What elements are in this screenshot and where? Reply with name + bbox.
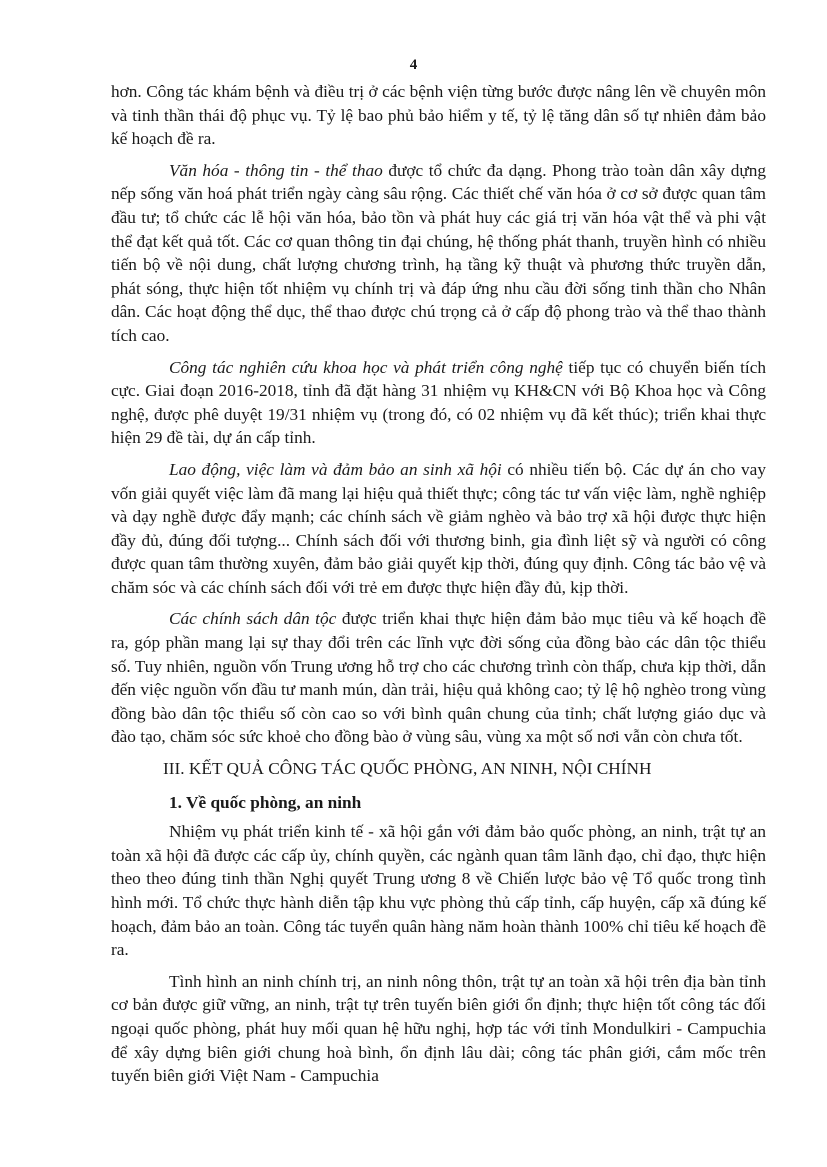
subsection-heading: 1. Về quốc phòng, an ninh	[169, 792, 362, 812]
paragraph-text: được triển khai thực hiện đảm bảo mục tiêu và kế hoạch đề ra, góp phần mang lại sự thay đổi trên các lĩnh vực đời sống của đồng bào các dân tộc thiểu số. Tuy nhiên, nguồn vốn Trung ương hỗ trợ cho các chương trình còn thấp, chưa kịp thời, dẫn đến việc nguồn vốn đầu tư manh mún, dàn trải, hiệu quả không cao; tỷ lệ hộ nghèo trong vùng đồng bào dân tộc thiểu số còn cao so với bình quân chung của tỉnh; chất lượng giáo dục và đào tạo, chăm sóc sức khoẻ cho đồng bào ở vùng sâu, vùng xa một số nơi vẫn còn chưa tốt.	[111, 609, 766, 747]
paragraph-health	[111, 80, 766, 151]
page-number: 4	[409, 57, 418, 73]
paragraph-lead: Công tác nghiên cứu khoa học và phát triển công nghệ	[169, 357, 563, 377]
paragraph-security: Tình hình an ninh chính trị, an ninh nông thôn, trật tự an toàn xã hội trên địa bàn tỉnh cơ bản được giữ vững, an ninh, trật tự trên tuyến biên giới ổn định; thực hiện tốt công tác đối ngoại quốc phòng, phát huy mối quan hệ hữu nghị, hợp tác với tỉnh Mondulkiri - Campuchia để xây dựng biên giới chung hoà bình, ổn định lâu dài; công tác phân giới, cắm mốc trên tuyến biên giới Việt Nam - Campuchia	[111, 971, 766, 1086]
paragraph-defense: Nhiệm vụ phát triển kinh tế - xã hội gắn với đảm bảo quốc phòng, an ninh, trật tự an toàn xã hội đã được các cấp ủy, chính quyền, các ngành quan tâm lãnh đạo, chỉ đạo, thực hiện theo theo đúng tinh thần Nghị quyết Trung ương 8 về Chiến lược bảo vệ Tổ quốc trong tình hình mới. Tổ chức thực hành diễn tập khu vực phòng thủ cấp tỉnh, cấp huyện, cấp xã đúng kế hoạch, đảm bảo an toàn. Công tác tuyển quân hàng năm hoàn thành 100% chỉ tiêu kế hoạch đề ra.	[111, 822, 766, 960]
paragraph-lead: Các chính sách dân tộc	[169, 609, 337, 629]
paragraph-text: hơn. Công tác khám bệnh và điều trị ở các bệnh viện từng bước được nâng lên về chuyên môn và tinh thần thái độ phục vụ. Tỷ lệ bao phủ bảo hiểm y tế, tỷ lệ tăng dân số tự nhiên đảm bảo kế hoạch đề ra.	[111, 82, 766, 149]
paragraph-text: có nhiều tiến bộ. Các dự án cho vay vốn giải quyết việc làm đã mang lại hiệu quả thiết thực; công tác tư vấn việc làm, nghề nghiệp và dạy nghề được đẩy mạnh; các chính sách về giảm nghèo và bảo trợ xã hội được thực hiện đầy đủ, đúng đối tượng... Chính sách đối với thương binh, gia đình liệt sỹ và người có công được quan tâm thường xuyên, đảm bảo giải quyết kịp thời, đúng quy định. Công tác bảo vệ và chăm sóc và các chính sách đối với trẻ em được thực hiện đầy đủ, kịp thời.	[111, 459, 766, 597]
paragraph-text: được tổ chức đa dạng. Phong trào toàn dân xây dựng nếp sống văn hoá phát triển ngày càng sâu rộng. Các thiết chế văn hóa ở cơ sở được quan tâm đầu tư; tổ chức các lễ hội văn hóa, bảo tồn và phát huy các giá trị văn hóa vật thể và phi vật thể đạt kết quả tốt. Các cơ quan thông tin đại chúng, hệ thống phát thanh, truyền hình có nhiều tiến bộ về nội dung, chất lượng chương trình, hạ tầng kỹ thuật và phương thức truyền dẫn, phát sóng, thực hiện tốt nhiệm vụ chính trị và đáp ứng nhu cầu đời sống tinh thần cho Nhân dân. Các hoạt động thể dục, thể thao được chú trọng cả ở cấp độ phong trào và thể thao thành tích cao.	[111, 160, 766, 345]
paragraph-lead: Lao động, việc làm và đảm bảo an sinh xã hội	[169, 459, 502, 479]
paragraph-ethnic-policy	[111, 607, 766, 749]
paragraph-science	[111, 356, 766, 450]
paragraph-culture	[111, 159, 766, 348]
paragraph-text: tiếp tục có chuyển biến tích cực. Giai đoạn 2016-2018, tỉnh đã đặt hàng 31 nhiệm vụ KH&CN với Bộ Khoa học và Công nghệ, được phê duyệt 19/31 nhiệm vụ (trong đó, có 02 nhiệm vụ đã kết thúc); triển khai thực hiện 29 đề tài, dự án cấp tỉnh.	[111, 357, 767, 448]
paragraph-lead: Văn hóa - thông tin - thể thao	[169, 160, 383, 180]
document-body	[111, 80, 766, 1096]
paragraph-labor	[111, 458, 766, 600]
section-heading: III. KẾT QUẢ CÔNG TÁC QUỐC PHÒNG, AN NINH, NỘI CHÍNH	[163, 759, 652, 779]
